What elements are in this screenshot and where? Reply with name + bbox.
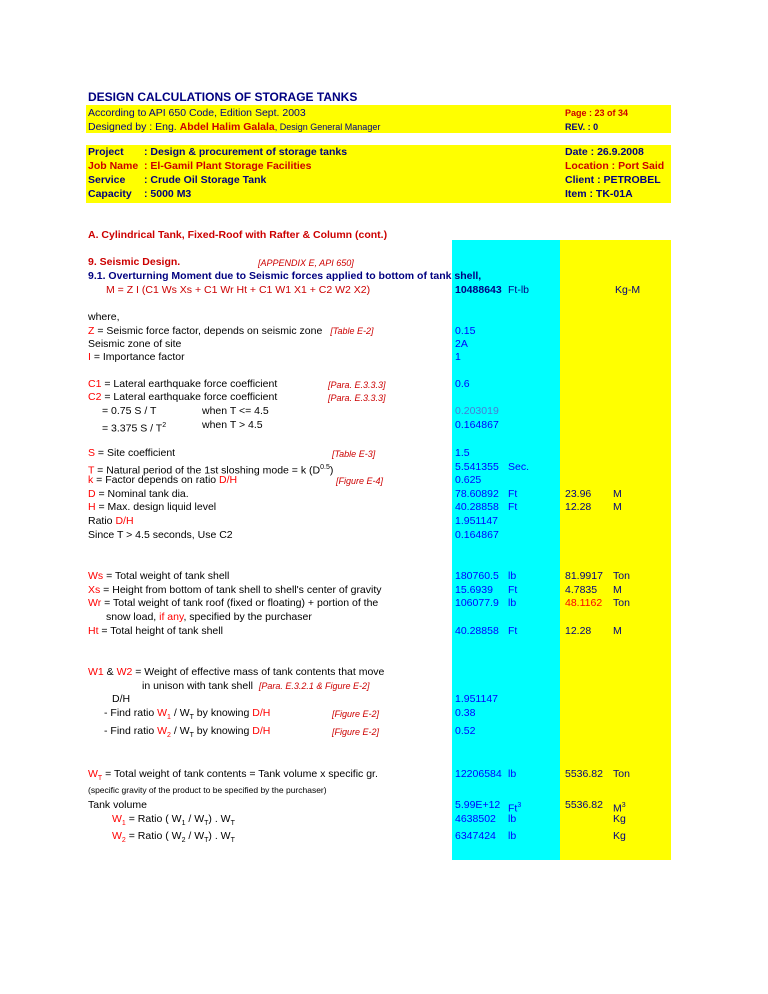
ratio-row <box>88 515 134 528</box>
c2b-value: 0.164867 <box>455 419 499 431</box>
find2-value: 0.52 <box>455 725 476 737</box>
w2-mid: / W <box>185 830 205 842</box>
h-metric: 12.28 <box>565 501 592 513</box>
i-symbol: I <box>88 351 91 363</box>
xs-value: 15.6939 <box>455 584 493 596</box>
wt-desc: = Total weight of tank contents = Tank volume x specific gr. <box>102 768 378 780</box>
capacity-value: : 5000 M3 <box>144 188 192 200</box>
w1w2-desc: = Weight of effective mass of tank contents that move <box>132 666 385 678</box>
h-unit: Ft <box>508 501 518 513</box>
c1-row <box>88 378 277 391</box>
zone-value: 2A <box>455 338 468 350</box>
moment-value: 10488643 <box>455 284 502 296</box>
t-sup: 0.5 <box>320 464 330 471</box>
t-unit: Sec. <box>508 461 530 473</box>
ws-value: 180760.5 <box>455 570 499 582</box>
volume-munit-text: M <box>613 802 622 815</box>
k-row <box>88 474 237 487</box>
find1-value: 0.38 <box>455 707 476 719</box>
moment-metric-unit: Kg-M <box>615 284 641 296</box>
s-value: 1.5 <box>455 447 470 459</box>
appendix-ref: [APPENDIX E, API 650] <box>258 258 354 268</box>
w1w2-continuation <box>142 680 369 693</box>
w1w2-unison: in unison with tank shell <box>142 680 253 692</box>
w1-sub3: T <box>204 820 209 828</box>
ws-row <box>88 570 229 583</box>
i-value: 1 <box>455 351 461 363</box>
c1-ref: [Para. E.3.3.3] <box>328 380 386 390</box>
wr-desc: = Total weight of tank roof (fixed or floating) + portion of the <box>101 597 379 609</box>
c1-desc: = Lateral earthquake force coefficient <box>101 378 278 390</box>
k-symbol: k <box>88 474 94 486</box>
job-value: : El-Gamil Plant Storage Facilities <box>144 160 312 172</box>
z-ref: [Table E-2] <box>330 326 374 336</box>
dh-label: D/H <box>112 693 131 705</box>
z-symbol: Z <box>88 325 95 337</box>
wr-metric: 48.1162 <box>565 597 603 609</box>
w1-symbol: W1 <box>88 666 104 678</box>
z-value: 0.15 <box>455 325 476 337</box>
find1-symbol: W <box>157 707 168 719</box>
c2-row <box>88 391 277 404</box>
xs-metric: 4.7835 <box>565 584 598 596</box>
ws-symbol: Ws <box>88 570 104 582</box>
item: Item : TK-01A <box>565 188 633 200</box>
moment-formula: M = Z I (C1 Ws Xs + C1 Wr Ht + C1 W1 X1 + C2 W2 X2) <box>106 284 371 296</box>
designer-title: , Design General Manager <box>274 122 381 132</box>
d-metric: 23.96 <box>565 488 592 500</box>
since-value: 0.164867 <box>455 529 499 541</box>
k-ref: [Figure E-4] <box>336 476 384 486</box>
find2-mid: / W <box>170 725 190 737</box>
w1w2-ref: [Para. E.3.2.1 & Figure E-2] <box>258 681 370 691</box>
wr-unit: lb <box>508 597 517 609</box>
page-number: Page : 23 of 34 <box>565 108 629 118</box>
ws-metric: 81.9917 <box>565 570 603 582</box>
wt-row <box>88 768 378 785</box>
find1-by: by knowing <box>193 707 253 719</box>
w1-sub4: T <box>230 820 235 828</box>
wr-symbol: Wr <box>88 597 102 609</box>
w2-sub2: 2 <box>181 837 186 845</box>
project-value: : Design & procurement of storage tanks <box>144 146 348 158</box>
find2-by: by knowing <box>193 725 253 737</box>
volume-unit-sup: 3 <box>517 802 522 809</box>
job-label: Job Name <box>88 160 139 172</box>
wt-unit: lb <box>508 768 517 780</box>
w1-unit: lb <box>508 813 517 825</box>
xs-row <box>88 584 382 597</box>
w2-sub3: T <box>204 837 209 845</box>
h-value: 40.28858 <box>455 501 499 513</box>
w1-row <box>112 813 235 830</box>
c2-symbol: C2 <box>88 391 102 403</box>
volume-unit-text: Ft <box>508 802 518 815</box>
c2b-formula <box>102 419 166 436</box>
specific-gravity-note: (specific gravity of the product to be specified by the purchaser) <box>88 785 327 795</box>
ht-unit: Ft <box>508 625 518 637</box>
find1-dh: D/H <box>252 707 271 719</box>
d-symbol: D <box>88 488 96 500</box>
xs-unit: Ft <box>508 584 518 596</box>
volume-metric: 5536.82 <box>565 799 603 811</box>
k-ratio: D/H <box>219 474 238 486</box>
revision: REV. : 0 <box>565 122 599 132</box>
wr-value: 106077.9 <box>455 597 499 609</box>
designer-name: Abdel Halim Galala <box>179 121 275 133</box>
wt-symbol: W <box>88 768 98 780</box>
overturning-heading: 9.1. Overturning Moment due to Seismic forces applied to bottom of tank shell, <box>88 270 482 282</box>
volume-munit-sup: 3 <box>621 802 626 809</box>
find2-row <box>104 725 270 742</box>
service-label: Service <box>88 174 126 186</box>
find1-row <box>104 707 270 724</box>
volume-label: Tank volume <box>88 799 147 811</box>
page-title: DESIGN CALCULATIONS OF STORAGE TANKS <box>88 90 358 104</box>
wr-ifany: if any <box>159 611 184 623</box>
xs-symbol: Xs <box>88 584 101 596</box>
w1w2-amp: & <box>103 666 117 678</box>
xs-metric-unit: M <box>613 584 622 596</box>
w2-row <box>112 830 235 847</box>
d-metric-unit: M <box>613 488 622 500</box>
wr-purchaser: , specified by the purchaser <box>183 611 312 623</box>
section-title: A. Cylindrical Tank, Fixed-Roof with Rafter & Column (cont.) <box>88 229 388 241</box>
d-unit: Ft <box>508 488 518 500</box>
t-close: ) <box>329 464 334 477</box>
wt-metric: 5536.82 <box>565 768 603 780</box>
w2-sub4: T <box>230 837 235 845</box>
code-reference: According to API 650 Code, Edition Sept. 2003 <box>88 107 306 119</box>
z-desc: = Seismic force factor, depends on seismic zone <box>94 325 323 337</box>
t-symbol: T <box>88 464 95 477</box>
wt-metric-unit: Ton <box>613 768 630 780</box>
find1-ref: [Figure E-2] <box>332 709 380 719</box>
t-value: 5.541355 <box>455 461 499 473</box>
w1-text: = Ratio ( W <box>125 813 182 825</box>
c2-ref: [Para. E.3.3.3] <box>328 393 386 403</box>
find2-sub: 2 <box>167 732 171 740</box>
project-label: Project <box>88 146 124 158</box>
ht-symbol: Ht <box>88 625 99 637</box>
c2b-text: = 3.375 S / T <box>102 422 163 435</box>
find1-sub2: T <box>189 714 194 722</box>
z-row <box>88 325 374 338</box>
wr-snow: snow load, <box>106 611 160 623</box>
d-row <box>88 488 189 501</box>
ws-unit: lb <box>508 570 517 582</box>
designed-prefix: Designed by : Eng. <box>88 121 180 133</box>
c2b-condition: when T > 4.5 <box>202 419 263 431</box>
wt-value: 12206584 <box>455 768 502 780</box>
w2-end: ) . W <box>208 830 231 842</box>
zone-label: Seismic zone of site <box>88 338 182 350</box>
h-symbol: H <box>88 501 96 513</box>
ratio-value: 1.951147 <box>455 515 499 527</box>
h-desc: = Max. design liquid level <box>95 501 217 513</box>
client: Client : PETROBEL <box>565 174 661 186</box>
c1-symbol: C1 <box>88 378 102 390</box>
d-desc: = Nominal tank dia. <box>95 488 189 500</box>
s-symbol: S <box>88 447 96 459</box>
w1-end: ) . W <box>208 813 231 825</box>
wr-metric-unit: Ton <box>613 597 630 609</box>
t-desc: = Natural period of the 1st sloshing mode = k (D <box>94 464 321 477</box>
w2-value: 6347424 <box>455 830 496 842</box>
wt-sub: T <box>97 775 103 783</box>
ratio-symbol: D/H <box>115 515 134 527</box>
xs-desc: = Height from bottom of tank shell to shell's center of gravity <box>100 584 382 596</box>
c1-value: 0.6 <box>455 378 470 390</box>
find1-mid: / W <box>170 707 190 719</box>
w2-unit: lb <box>508 830 517 842</box>
c2a-value: 0.203019 <box>455 405 499 417</box>
ws-metric-unit: Ton <box>613 570 630 582</box>
moment-unit: Ft-lb <box>508 284 529 296</box>
w2-sub: 2 <box>121 837 126 845</box>
find2-symbol: W <box>157 725 168 737</box>
ht-row <box>88 625 223 638</box>
w1-sym: W <box>112 813 122 825</box>
where-label: where, <box>88 311 120 323</box>
k-value: 0.625 <box>455 474 482 486</box>
find1-sub: 1 <box>167 714 171 722</box>
c2-desc: = Lateral earthquake force coefficient <box>101 391 278 403</box>
c2a-formula: = 0.75 S / T <box>102 405 157 417</box>
find1-text: - Find ratio <box>104 707 158 719</box>
c2b-sup: 2 <box>162 422 167 429</box>
d-value: 78.60892 <box>455 488 499 500</box>
service-value: : Crude Oil Storage Tank <box>144 174 267 186</box>
ht-value: 40.28858 <box>455 625 499 637</box>
c2a-condition: when T <= 4.5 <box>202 405 269 417</box>
seismic-heading: 9. Seismic Design. <box>88 256 181 268</box>
h-metric-unit: M <box>613 501 622 513</box>
ht-metric-unit: M <box>613 625 622 637</box>
i-row <box>88 351 185 364</box>
date: Date : 26.9.2008 <box>565 146 644 158</box>
find2-ref: [Figure E-2] <box>332 727 380 737</box>
location: Location : Port Said <box>565 160 665 172</box>
metric-column <box>560 240 671 860</box>
wr-continuation <box>106 611 312 624</box>
w1-value: 4638502 <box>455 813 496 825</box>
wr-row <box>88 597 378 610</box>
find2-dh: D/H <box>252 725 271 737</box>
w2-metric-unit: Kg <box>613 830 626 842</box>
designed-by <box>88 121 380 134</box>
ratio-label: Ratio <box>88 515 116 527</box>
w1-sub2: 1 <box>181 820 186 828</box>
ht-desc: = Total height of tank shell <box>98 625 223 637</box>
w2-sym: W <box>112 830 122 842</box>
w1w2-row <box>88 666 384 679</box>
w1-metric-unit: Kg <box>613 813 626 825</box>
find2-text: - Find ratio <box>104 725 158 737</box>
since-label: Since T > 4.5 seconds, Use C2 <box>88 529 233 541</box>
s-desc: = Site coefficient <box>95 447 176 459</box>
w1-sub: 1 <box>121 820 126 828</box>
dh-value: 1.951147 <box>455 693 499 705</box>
h-row <box>88 501 216 514</box>
s-row <box>88 447 175 460</box>
i-desc: = Importance factor <box>90 351 185 363</box>
find2-sub2: T <box>189 732 194 740</box>
ws-desc: = Total weight of tank shell <box>103 570 230 582</box>
w2-text: = Ratio ( W <box>125 830 182 842</box>
capacity-label: Capacity <box>88 188 132 200</box>
s-ref: [Table E-3] <box>332 449 376 459</box>
k-desc: = Factor depends on ratio <box>93 474 220 486</box>
w1-mid: / W <box>185 813 205 825</box>
w2-symbol: W2 <box>116 666 133 678</box>
ht-metric: 12.28 <box>565 625 592 637</box>
volume-value: 5.99E+12 <box>455 799 501 811</box>
